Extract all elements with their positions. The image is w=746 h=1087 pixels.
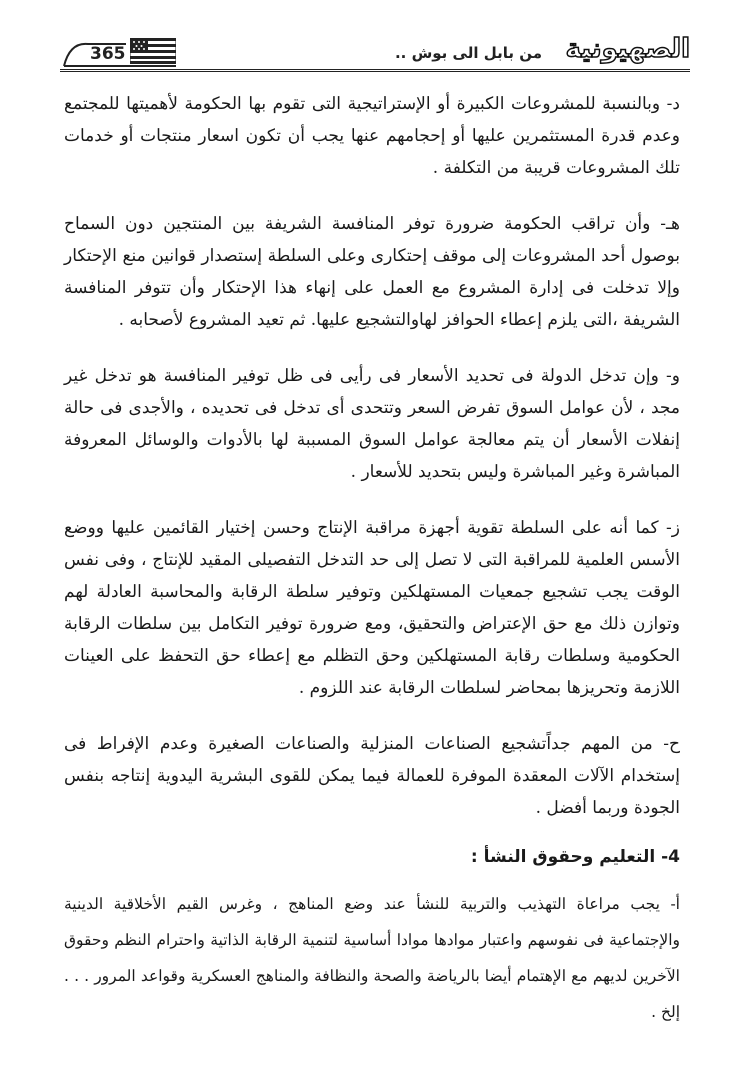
running-title: من بابل الى بوش .. (394, 44, 542, 62)
page-number: 365 (90, 44, 126, 64)
paragraph-w: و- وإن تدخل الدولة فى تحديد الأسعار فى رأيى فى ظل توفير المنافسة هو تدخل غير مجد ، لأن عوامل السوق تفرض السعر وتتحدى أى تدخل فى تحديده ، والأجدى فى حالة إنفلات الأسعار أن يتم معالجة عوامل السوق المسببة لها بالأدوات والوسائل المعروفة المباشرة وغير المباشرة وليس بتحديد للأسعار . (64, 366, 680, 482)
paragraph-ha: ح- من المهم جداًتشجيع الصناعات المنزلية والصناعات الصغيرة وعدم الإفراط فى إستخدام الآلات المعقدة الموفرة للعمالة فيما يمكن للقوى البشرية اليدوية إنتاجه بنفس الجودة وربما أفضل . (64, 734, 680, 818)
page-body (64, 88, 680, 1030)
paragraph-h: هـ- وأن تراقب الحكومة ضرورة توفر المنافسة الشريفة بين المنتجين دون السماح بوصول أحد المشروعات إلى موقف إحتكارى وعلى السلطة إستصدار قوانين منع الإحتكار وإلا تدخلت فى إدارة المشروع مع العمل على إنهاء هذا الإحتكار وأن تتوفر المنافسة الشريفة ،التى يلزم إعطاء الحوافز لهاوالتشجيع عليها. ثم تعيد المشروع لأصحابه . (64, 214, 680, 330)
paragraph-z: ز- كما أنه على السلطة تقوية أجهزة مراقبة الإنتاج وحسن إختيار القائمين عليها ووضع الأسس العلمية للمراقبة التى لا تصل إلى حد التدخل التفصيلى المقيد للإنتاج ، وفى نفس الوقت يجب تشجيع جمعيات المستهلكين وتوفير سلطة الرقابة والمحاسبة العادلة لهم وتوازن ذلك مع حق الإعتراض والتحقيق، ومع ضرورة توفير التكامل بين سلطات الرقابة الحكومية وسلطات رقابة المستهلكين وحق التظلم مع إعطاء حق التحفظ على العينات اللازمة وتحريزها بمحاضر لسلطات الرقابة عند اللزوم . (64, 518, 680, 698)
us-flag-icon (130, 38, 176, 64)
section-heading: 4- التعليم وحقوق النشأ : (470, 847, 680, 867)
header-rule (60, 69, 690, 72)
book-title: الصهيونية (565, 34, 690, 64)
paragraph-d: د- وبالنسبة للمشروعات الكبيرة أو الإستراتيجية التى تقوم بها الحكومة لأهميتها للمجتمع وعدم قدرة المستثمرين عليها أو إحجامهم عنها يجب أن تكون اسعار منتجات أو خدمات تلك المشروعات قريبة من التكلفة . (64, 94, 680, 178)
page-header (60, 36, 690, 80)
section-paragraph-a: أ- يجب مراعاة التهذيب والتربية للنشأ عند وضع المناهج ، وغرس القيم الأخلاقية الدينية والإجتماعية فى نفوسهم واعتبار موادها موادا أساسية لتنمية الرقابة الذاتية واحترام النظم وحقوق الآخرين لديهم مع الإهتمام أيضا بالرياضة والصحة والنظافة والمناهج العسكرية وقواعد المرور . . . إلخ . (64, 895, 680, 1021)
